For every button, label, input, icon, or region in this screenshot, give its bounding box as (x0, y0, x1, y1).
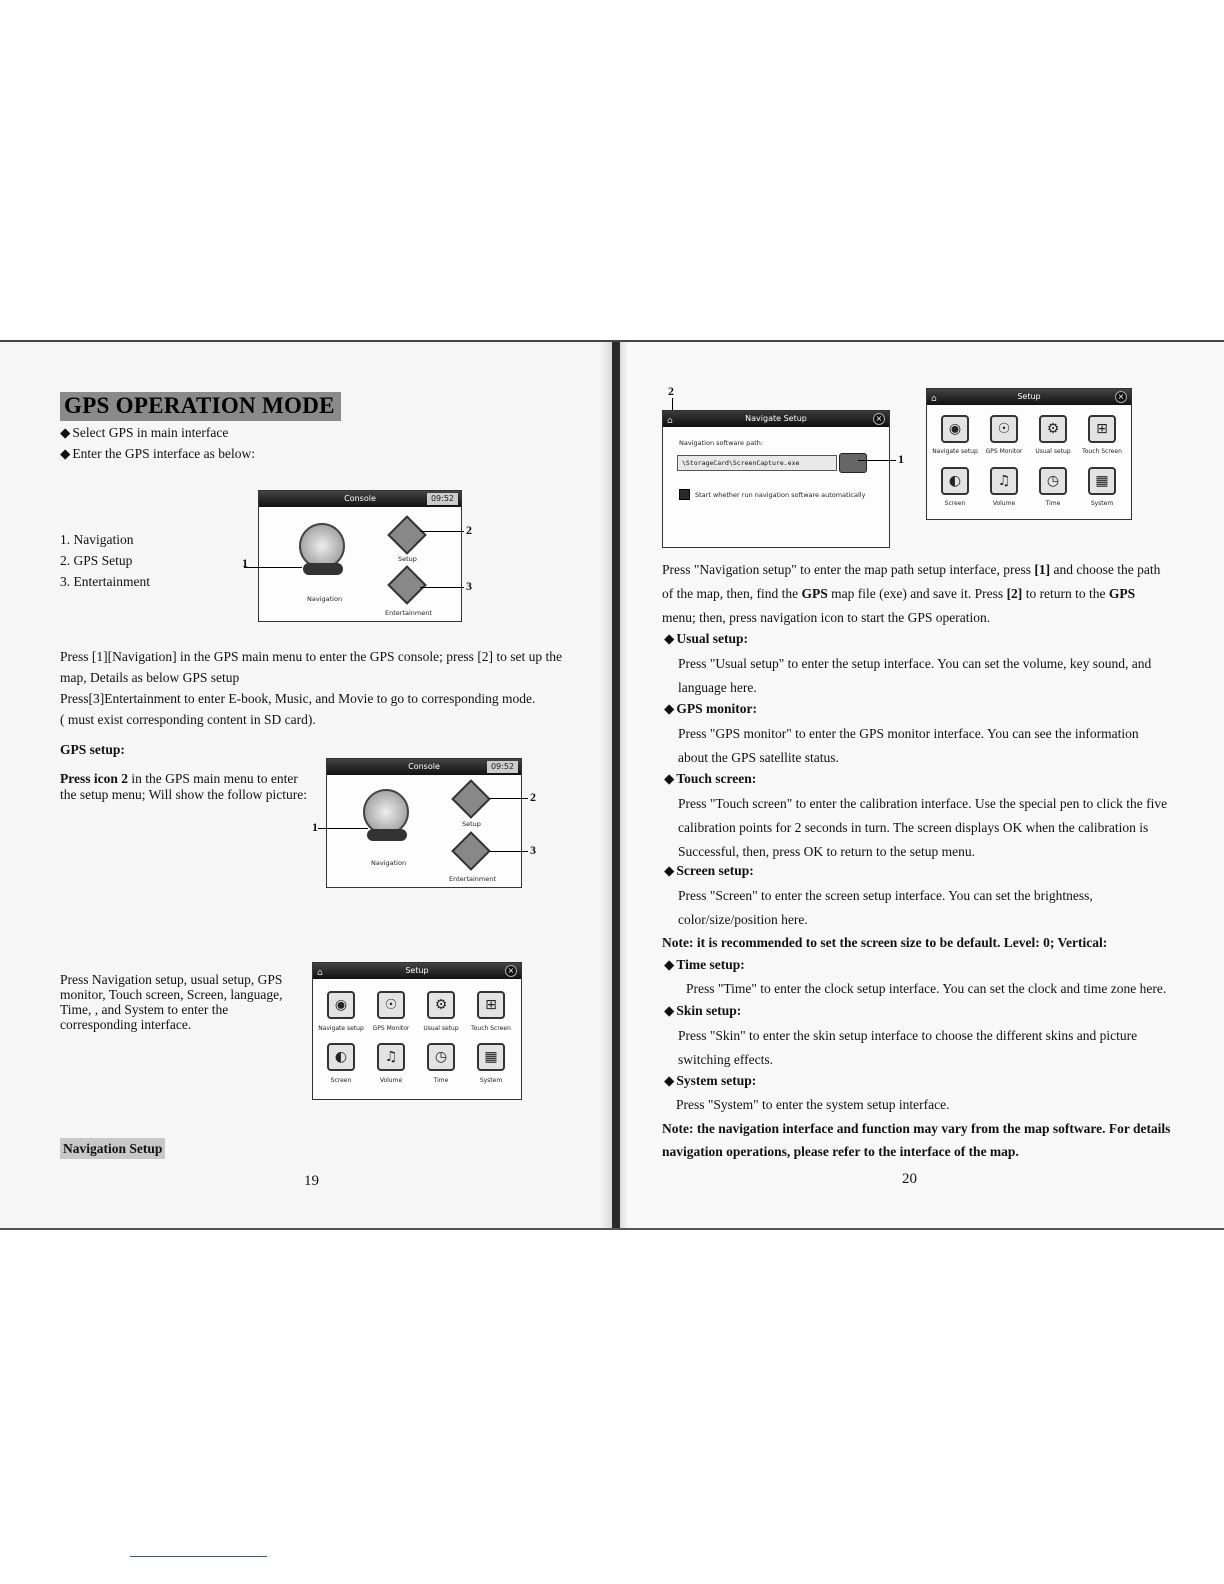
usual-setup-heading: ◆ Usual setup: (664, 628, 748, 649)
console-title: Console (344, 494, 376, 503)
auto-run-label: Start whether run navigation software automatically (695, 491, 866, 499)
skin-setup-heading: ◆ Skin setup: (664, 1000, 741, 1021)
intro-text-3: map file (exe) and save it. Press (827, 586, 1007, 601)
system-caption: System (479, 1077, 503, 1084)
usual-setup-body: Press "Usual setup" to enter the setup interface. You can set the volume, key sound, and language here. (678, 656, 1152, 695)
navigate-setup-caption: Navigate setup (318, 1025, 364, 1032)
page-number-left: 19 (304, 1173, 319, 1189)
callout-line-1-nav (858, 460, 896, 461)
gps-monitor-icon: ☉ (377, 991, 405, 1019)
screen-setup-body: Press "Screen" to enter the screen setup interface. You can set the brightness, color/size/position here. (678, 888, 1093, 927)
intro-text-5: menu; then, press navigation icon to start the GPS operation. (662, 610, 991, 625)
entertainment-label: Entertainment (385, 609, 432, 617)
setup-title-right: Setup (1017, 392, 1041, 401)
usual-setup-caption-right: Usual setup (1035, 448, 1071, 455)
page-title: GPS OPERATION MODE (60, 392, 341, 421)
note-screen-size: Note: it is recommended to set the screen size to be default. Level: 0; Vertical: (662, 935, 1108, 950)
navigate-setup-screen-figure (662, 410, 890, 548)
page-number-right: 20 (902, 1171, 917, 1187)
callout-line-2b (490, 798, 528, 799)
console-clock-2: 09:52 (487, 761, 518, 773)
time-caption-right: Time (1045, 500, 1061, 507)
time-setup-body: Press "Time" to enter the clock setup interface. You can set the clock and time zone here. (686, 981, 1167, 996)
navigate-setup-titlebar (663, 411, 889, 427)
para-press-entertainment: Press[3]Entertainment to enter E-book, Music, and Movie to go to corresponding mode. (60, 691, 536, 706)
para-sd-card-note: ( must exist corresponding content in SD card). (60, 712, 316, 727)
page-bottom-edge (0, 1228, 1224, 1230)
menu-list-item-entertainment: 3. Entertainment (60, 574, 150, 589)
bullet-enter-gps: ◆ Enter the GPS interface as below: (60, 443, 255, 464)
note-map-software: Note: the navigation interface and function may vary from the map software. For details navigation operations, please refer to the interface of the map. (662, 1121, 1171, 1159)
callout-line-2 (420, 531, 464, 532)
volume-caption-right: Volume (992, 500, 1016, 507)
usual-setup-icon: ⚙ (427, 991, 455, 1019)
system-caption-right: System (1090, 500, 1114, 507)
gps-monitor-caption: GPS Monitor (372, 1025, 410, 1032)
navigation-car-icon-2 (367, 829, 407, 841)
blue-underline-mark (130, 1556, 267, 1557)
navigate-setup-title: Navigate Setup (745, 414, 807, 423)
book-gutter (612, 340, 620, 1230)
browse-folder-icon (839, 453, 867, 473)
home-icon: ⌂ (317, 968, 323, 978)
path-label: Navigation software path: (679, 439, 764, 447)
system-icon-right: ▦ (1088, 467, 1116, 495)
navigation-label: Navigation (307, 595, 343, 603)
console-screen-figure (258, 490, 462, 622)
gps-monitor-icon-right: ☉ (990, 415, 1018, 443)
console-titlebar (259, 491, 461, 507)
home-icon-right: ⌂ (931, 394, 937, 404)
gps-monitor-heading: ◆ GPS monitor: (664, 698, 757, 719)
setup-diamond-icon-2 (451, 779, 491, 819)
console-clock: 09:52 (427, 493, 458, 505)
callout-number-1-nav: 1 (898, 452, 904, 466)
console-titlebar-2 (327, 759, 521, 775)
callout-number-1b: 1 (312, 820, 318, 834)
usual-setup-icon-right: ⚙ (1039, 415, 1067, 443)
touch-screen-caption: Touch Screen (471, 1025, 511, 1032)
entertainment-label-2: Entertainment (449, 875, 496, 883)
intro-text-1: Press "Navigation setup" to enter the map path setup interface, press (662, 562, 1035, 577)
press-icon-2-bold: Press icon 2 (60, 771, 128, 786)
callout-number-3: 3 (466, 579, 472, 593)
setup-diamond-icon (387, 515, 427, 555)
touch-screen-heading: ◆ Touch screen: (664, 768, 756, 789)
para-press-navigation: Press [1][Navigation] in the GPS main menu to enter the GPS console; press [2] to set up the map, Details as below GPS setup (60, 649, 563, 685)
intro-text-2: and choose the path of the map, then, find the (662, 562, 1161, 601)
callout-number-2-nav: 2 (668, 384, 674, 398)
manual-spread (0, 340, 1224, 1230)
skin-setup-body: Press "Skin" to enter the skin setup interface to choose the different skins and picture switching effects. (678, 1028, 1138, 1067)
setup-screen-figure-left (312, 962, 522, 1100)
screen-icon: ◐ (327, 1043, 355, 1071)
intro-bold-1: [1] (1034, 562, 1051, 577)
page-top-edge (0, 340, 1224, 342)
setup-titlebar-left (313, 963, 521, 979)
navigation-setup-heading: Navigation Setup (60, 1138, 165, 1159)
screen-setup-heading: ◆ Screen setup: (664, 860, 754, 881)
callout-number-2: 2 (466, 523, 472, 537)
touch-screen-body: Press "Touch screen" to enter the calibration interface. Use the special pen to click the five calibration points for 2 seconds in turn. The screen displays OK when the calibration is Successful, then, press OK to return to the setup menu. (678, 796, 1168, 859)
press-icon-2-rest: in the GPS main menu to enter the setup menu; Will show the follow picture: (60, 771, 308, 802)
bullet-select-gps: ◆ Select GPS in main interface (60, 422, 228, 443)
setup-titlebar-right (927, 389, 1131, 405)
touch-screen-icon: ⊞ (477, 991, 505, 1019)
entertainment-headphone-icon (387, 565, 427, 605)
callout-line-3 (420, 587, 464, 588)
para-navigation-setup-intro (662, 558, 1172, 630)
callout-number-2b: 2 (530, 790, 536, 804)
intro-bold-gps-1: GPS (801, 586, 828, 601)
time-clock-icon: ◷ (427, 1043, 455, 1071)
callout-number-3b: 3 (530, 843, 536, 857)
screen-caption-right: Screen (944, 500, 966, 507)
navigation-car-icon (303, 563, 343, 575)
time-setup-heading: ◆ Time setup: (664, 954, 745, 975)
touch-screen-icon-right: ⊞ (1088, 415, 1116, 443)
screen-icon-right: ◐ (941, 467, 969, 495)
gps-monitor-caption-right: GPS Monitor (985, 448, 1023, 455)
time-caption: Time (433, 1077, 449, 1084)
close-icon-right: × (1115, 391, 1127, 403)
intro-bold-2: [2] (1006, 586, 1023, 601)
close-icon-nav: × (873, 413, 885, 425)
setup-label: Setup (398, 555, 417, 563)
time-clock-icon-right: ◷ (1039, 467, 1067, 495)
usual-setup-caption: Usual setup (423, 1025, 459, 1032)
navigation-label-2: Navigation (371, 859, 407, 867)
navigate-setup-icon: ◉ (327, 991, 355, 1019)
navigate-setup-caption-right: Navigate setup (932, 448, 978, 455)
callout-line-3b (490, 851, 528, 852)
intro-text-4: to return to the (1022, 586, 1109, 601)
volume-caption: Volume (379, 1077, 403, 1084)
close-icon: × (505, 965, 517, 977)
gps-monitor-body: Press "GPS monitor" to enter the GPS monitor interface. You can see the information about the GPS satellite status. (678, 726, 1139, 765)
system-icon: ▦ (477, 1043, 505, 1071)
screen-caption: Screen (330, 1077, 352, 1084)
auto-run-checkbox (679, 489, 690, 500)
menu-list-item-gps-setup: 2. GPS Setup (60, 553, 133, 568)
entertainment-headphone-icon-2 (451, 831, 491, 871)
navigate-setup-icon-right: ◉ (941, 415, 969, 443)
volume-icon: ♫ (377, 1043, 405, 1071)
setup-label-2: Setup (462, 820, 481, 828)
home-icon-nav: ⌂ (667, 416, 673, 426)
touch-screen-caption-right: Touch Screen (1082, 448, 1122, 455)
callout-line-1 (244, 567, 302, 568)
volume-icon-right: ♫ (990, 467, 1018, 495)
system-setup-heading: ◆ System setup: (664, 1070, 756, 1091)
console-screen-figure-2 (326, 758, 522, 888)
menu-list-item-navigation: 1. Navigation (60, 532, 134, 547)
callout-number-1: 1 (242, 556, 248, 570)
intro-bold-gps-2: GPS (1108, 586, 1136, 601)
para-setup-items: Press Navigation setup, usual setup, GPS monitor, Touch screen, Screen, language, Time, , and System to enter the corresponding interface. (60, 972, 283, 1032)
callout-line-1b (318, 828, 368, 829)
setup-screen-figure-right (926, 388, 1132, 520)
para-press-icon-2 (60, 771, 310, 803)
system-setup-body: Press "System" to enter the system setup interface. (676, 1097, 950, 1112)
path-input: \StorageCard\ScreenCapture.exe (677, 455, 837, 471)
console-title-2: Console (408, 762, 440, 771)
gps-setup-heading: GPS setup: (60, 742, 125, 757)
setup-title-left: Setup (405, 966, 429, 975)
